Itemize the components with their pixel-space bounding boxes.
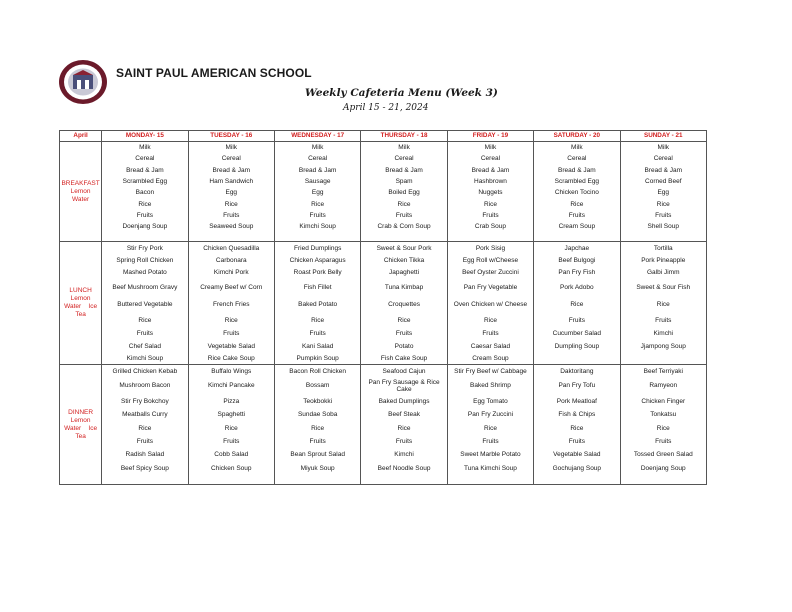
menu-item: Fruits (136, 330, 153, 338)
menu-cell (274, 365, 360, 485)
menu-item: Rice (656, 301, 670, 309)
menu-item: Croquettes (388, 301, 420, 309)
menu-item: Galbi Jimm (647, 268, 680, 276)
menu-item: Bread & Jam (212, 166, 251, 174)
menu-cell (188, 365, 274, 485)
menu-item: Chicken Finger (641, 397, 686, 405)
menu-item: Egg Tomato (473, 397, 508, 405)
menu-item: Milk (139, 144, 151, 152)
menu-item: Spaghetti (217, 411, 245, 418)
menu-item: Fruits (655, 317, 672, 324)
menu-item: Fruits (309, 330, 326, 338)
menu-item: Rice (570, 200, 584, 208)
menu-item: Gochujang Soup (552, 464, 602, 472)
meal-label: LUNCH (69, 287, 92, 294)
menu-item: Crab & Corn Soup (377, 223, 431, 231)
menu-item: Fruits (395, 330, 413, 338)
menu-item: Scrambled Egg (122, 178, 168, 186)
menu-item: Tossed Green Salad (633, 451, 693, 459)
menu-item: Rice (397, 317, 411, 324)
menu-item: Cereal (308, 155, 328, 163)
menu-item: Bread & Jam (471, 166, 510, 174)
menu-cell (361, 242, 447, 365)
menu-item: Egg (657, 189, 670, 197)
menu-cell (361, 365, 447, 485)
menu-item: Beef Noodle Soup (377, 464, 431, 472)
menu-item: Japaghetti (389, 268, 420, 276)
meal-drink: Lemon (70, 416, 91, 424)
menu-item: Teokbokki (303, 397, 333, 405)
menu-item: Beef Bulgogi (558, 256, 596, 264)
menu-item: Beef Terriyaki (643, 367, 683, 375)
menu-cell (102, 142, 188, 242)
menu-item: Spring Roll Chicken (116, 256, 174, 264)
menu-item: Sausage (304, 178, 331, 186)
menu-item: Chicken Tocino (554, 189, 599, 197)
menu-cell (534, 142, 620, 242)
menu-cell (534, 242, 620, 365)
menu-item: Sweet Marble Potato (460, 451, 521, 459)
day-header: THURSDAY - 18 (361, 131, 447, 142)
menu-item: Pork Pineapple (641, 256, 686, 264)
menu-item: Fruits (482, 211, 499, 219)
menu-item: Pan Fry Vegetable (463, 283, 518, 291)
menu-cell (102, 365, 188, 485)
menu-item: Carbonara (215, 256, 247, 264)
menu-item: Fruits (482, 330, 499, 338)
menu-item: Tuna Kimchi Soup (464, 464, 517, 472)
menu-item: Cereal (567, 155, 587, 163)
menu-item: Rice (224, 200, 238, 208)
meal-drink: Water (72, 195, 90, 203)
menu-cell (274, 142, 360, 242)
menu-item: Sweet & Sour Fish (636, 283, 691, 291)
menu-item: Beef Oyster Zuccini (462, 268, 519, 276)
menu-item: Baked Dumplings (378, 397, 430, 405)
menu-item: Milk (484, 144, 497, 152)
menu-item: Cream Soup (472, 354, 509, 362)
menu-table (59, 130, 707, 485)
menu-item: Chicken Soup (211, 464, 252, 472)
menu-item: Sweet & Sour Pork (376, 244, 432, 252)
menu-item: Pork Meatloaf (556, 397, 597, 405)
menu-item: Pan Fry Tofu (558, 382, 596, 390)
menu-item: Rice (483, 317, 497, 324)
menu-item: Bacon (135, 189, 155, 197)
menu-cell (620, 242, 706, 365)
menu-item: Spam (395, 178, 413, 186)
menu-item: Kimchi Pork (213, 268, 249, 276)
menu-dates: April 15 - 21, 2024 (343, 103, 429, 113)
meal-label: BREAKFAST (61, 179, 100, 187)
menu-item: Cereal (135, 155, 155, 163)
menu-item: Roast Pork Belly (293, 268, 342, 276)
menu-cell (620, 142, 706, 242)
menu-item: Chicken Tikka (383, 256, 425, 264)
menu-item: Rice (570, 301, 584, 309)
menu-item: Rice (483, 424, 497, 432)
menu-item: Stir Fry Pork (126, 244, 163, 252)
school-name: SAINT PAUL AMERICAN SCHOOL (116, 66, 312, 80)
menu-item: Caesar Salad (470, 342, 511, 350)
menu-item: Rice (570, 424, 584, 432)
menu-item: Dumpling Soup (554, 342, 600, 350)
day-header: WEDNESDAY - 17 (274, 131, 360, 142)
day-header: TUESDAY - 16 (188, 131, 274, 142)
menu-item: Fish Fillet (303, 283, 332, 291)
menu-item: Rice (397, 200, 411, 208)
menu-item: Ramyeon (649, 382, 678, 390)
menu-item: Mashed Potato (123, 268, 167, 276)
meal-label: DINNER (68, 408, 94, 416)
menu-item: Corned Beef (645, 178, 682, 186)
menu-item: Kimchi Soup (299, 223, 336, 231)
menu-item: Fruits (568, 438, 585, 445)
menu-item: Fruits (655, 211, 672, 219)
menu-item: Tonkatsu (650, 411, 677, 418)
day-header: SUNDAY - 21 (620, 131, 706, 142)
menu-item: Cereal (480, 155, 501, 163)
menu-item: Tuna Kimbap (384, 283, 424, 291)
meal-drink: Lemon (70, 187, 91, 195)
menu-item: Mushroom Bacon (119, 382, 171, 390)
menu-item: Fruits (395, 211, 413, 219)
menu-item: Bread & Jam (558, 166, 596, 174)
menu-item: Fruits (395, 438, 413, 445)
menu-item: Bread & Jam (298, 166, 337, 174)
menu-item: Rice (483, 200, 497, 208)
menu-item: Beef Steak (388, 411, 420, 418)
menu-item: Grilled Chicken Kebab (112, 367, 178, 375)
menu-item: Fruits (482, 438, 499, 445)
menu-item: Buffalo Wings (211, 367, 252, 375)
menu-item: Baked Shrimp (470, 382, 511, 390)
menu-item: Bacon Roll Chicken (289, 367, 347, 375)
menu-item: Nuggets (478, 189, 503, 197)
menu-item: Kimchi Pancake (207, 382, 255, 390)
menu-item: Fruits (309, 211, 326, 219)
menu-item: Baked Potato (298, 301, 338, 309)
menu-item (534, 353, 619, 365)
menu-item: Doenjang Soup (640, 464, 686, 472)
menu-cell (534, 365, 620, 485)
menu-cell (447, 365, 533, 485)
menu-item: Seaweed Soup (209, 223, 254, 231)
menu-item: Chef Salad (128, 342, 161, 350)
menu-item: Pan Fry Sausage & Rice Cake (368, 378, 440, 393)
menu-item: Bread & Jam (644, 166, 683, 174)
menu-item: Doenjang Soup (122, 223, 168, 231)
menu-cell (188, 142, 274, 242)
menu-item: Fruits (655, 438, 672, 445)
meal-drink: Tea (75, 311, 86, 318)
menu-item: Beef Spicy Soup (120, 464, 169, 472)
menu-item: Rice (138, 317, 152, 324)
menu-item: Bossam (305, 382, 330, 390)
menu-cell (447, 242, 533, 365)
menu-item: Cream Soup (558, 223, 596, 231)
menu-item: Kani Salad (301, 342, 334, 350)
menu-item: Fruits (223, 330, 240, 338)
menu-title: Weekly Cafeteria Menu (Week 3) (305, 87, 498, 99)
menu-item: Tortilla (653, 244, 673, 252)
menu-item: Pizza (223, 397, 240, 405)
menu-item: Japchae (564, 244, 590, 252)
menu-item: Jjampong Soup (640, 342, 686, 350)
menu-item: Milk (398, 144, 410, 152)
menu-item: Rice (138, 424, 152, 432)
menu-item: Potato (394, 342, 414, 350)
menu-item: Fruits (309, 438, 326, 445)
menu-item: Fruits (223, 211, 240, 219)
menu-item: Egg Roll w/Cheese (462, 256, 519, 264)
meal-row-dinner (60, 365, 707, 485)
menu-item: Rice Cake Soup (207, 354, 255, 362)
menu-item: Fruits (223, 438, 240, 445)
menu-cell (102, 242, 188, 365)
menu-item: Rice (656, 200, 670, 208)
menu-item: Cobb Salad (214, 451, 249, 459)
meal-drink: Water Ice (64, 303, 98, 310)
menu-item: Kimchi (653, 330, 674, 338)
menu-item: Fruits (136, 438, 153, 445)
menu-item: Daktoritang (560, 367, 594, 375)
menu-item: Scrambled Egg (554, 178, 600, 186)
menu-item: Rice (311, 424, 325, 432)
meal-drink: Tea (75, 432, 86, 440)
meal-label-cell (60, 365, 102, 485)
menu-item: Fish & Chips (558, 411, 596, 418)
menu-item: Chicken Quesadilla (203, 244, 260, 252)
menu-item: Crab Soup (474, 223, 506, 231)
menu-item: French Fries (213, 301, 250, 309)
menu-item: Fried Dumplings (294, 244, 342, 252)
meal-drink: Lemon (70, 295, 91, 302)
menu-item: Oven Chicken w/ Cheese (453, 301, 528, 309)
menu-item: Milk (571, 144, 583, 152)
menu-item: Egg (311, 189, 324, 197)
menu-item: Meatballs Curry (122, 411, 168, 418)
menu-cell (274, 242, 360, 365)
menu-item: Rice (311, 317, 325, 324)
menu-cell (188, 242, 274, 365)
menu-item: Ham Sandwich (209, 178, 254, 186)
menu-item: Fruits (568, 211, 585, 219)
menu-item: Hashbrown (474, 178, 507, 186)
menu-item: Pan Fry Fish (558, 268, 596, 276)
menu-item: Rice (138, 200, 152, 208)
menu-item: Rice (224, 424, 238, 432)
meal-label-cell (60, 142, 102, 242)
menu-item: Cereal (221, 155, 241, 163)
menu-item: Chicken Asparagus (289, 256, 346, 264)
menu-item: Stir Fry Beef w/ Cabbage (454, 367, 527, 375)
menu-cell (620, 365, 706, 485)
day-header: MONDAY- 15 (102, 131, 188, 142)
day-header: FRIDAY - 19 (447, 131, 533, 142)
menu-item: Pork Adobo (560, 283, 594, 291)
menu-item: Egg (225, 189, 238, 197)
menu-item: Milk (657, 144, 670, 152)
school-seal-icon (58, 59, 108, 105)
menu-cell (447, 142, 533, 242)
menu-item: Creamy Beef w/ Corn (200, 283, 263, 291)
menu-item: Stir Fry Bokchoy (121, 397, 169, 405)
menu-item: Milk (225, 144, 238, 152)
menu-item: Boiled Egg (388, 189, 420, 197)
menu-item: Cucumber Salad (552, 330, 602, 338)
menu-cell (361, 142, 447, 242)
meal-label-cell (60, 242, 102, 365)
menu-item: Rice (656, 424, 670, 432)
month-label: April (60, 131, 102, 142)
menu-item: Radish Salad (125, 451, 165, 459)
menu-item: Bread & Jam (126, 166, 164, 174)
menu-item: Seafood Cajun (382, 367, 426, 375)
menu-item: Bean Sprout Salad (290, 451, 345, 459)
menu-item: Cereal (394, 155, 414, 163)
menu-item: Fruits (568, 317, 585, 324)
menu-item: Pan Fry Zuccini (467, 411, 514, 418)
menu-item: Pork Sisig (475, 244, 506, 252)
menu-item: Rice (224, 317, 238, 324)
menu-item: Pumpkin Soup (296, 354, 339, 362)
menu-item: Fruits (136, 211, 153, 219)
menu-item: Shell Soup (647, 223, 679, 231)
menu-item: Rice (397, 424, 411, 432)
menu-item: Rice (311, 200, 325, 208)
menu-item: Kimchi Soup (126, 354, 164, 362)
menu-item (621, 353, 706, 365)
menu-item: Cereal (653, 155, 673, 163)
menu-item: Sundae Soba (297, 411, 338, 418)
day-header: SATURDAY - 20 (534, 131, 620, 142)
day-header-row (60, 131, 707, 142)
menu-item: Kimchi (394, 451, 414, 459)
menu-item: Fish Cake Soup (380, 354, 428, 362)
meal-row-lunch (60, 242, 707, 365)
menu-item: Buttered Vegetable (117, 301, 173, 309)
meal-drink: Water Ice (64, 424, 98, 432)
menu-item: Bread & Jam (385, 166, 423, 174)
menu-item: Milk (311, 144, 324, 152)
menu-item: Miyuk Soup (300, 464, 335, 472)
menu-item: Vegetable Salad (207, 342, 255, 350)
menu-item: Beef Mushroom Gravy (112, 283, 178, 291)
menu-item: Vegetable Salad (553, 451, 601, 459)
meal-row-breakfast (60, 142, 707, 242)
